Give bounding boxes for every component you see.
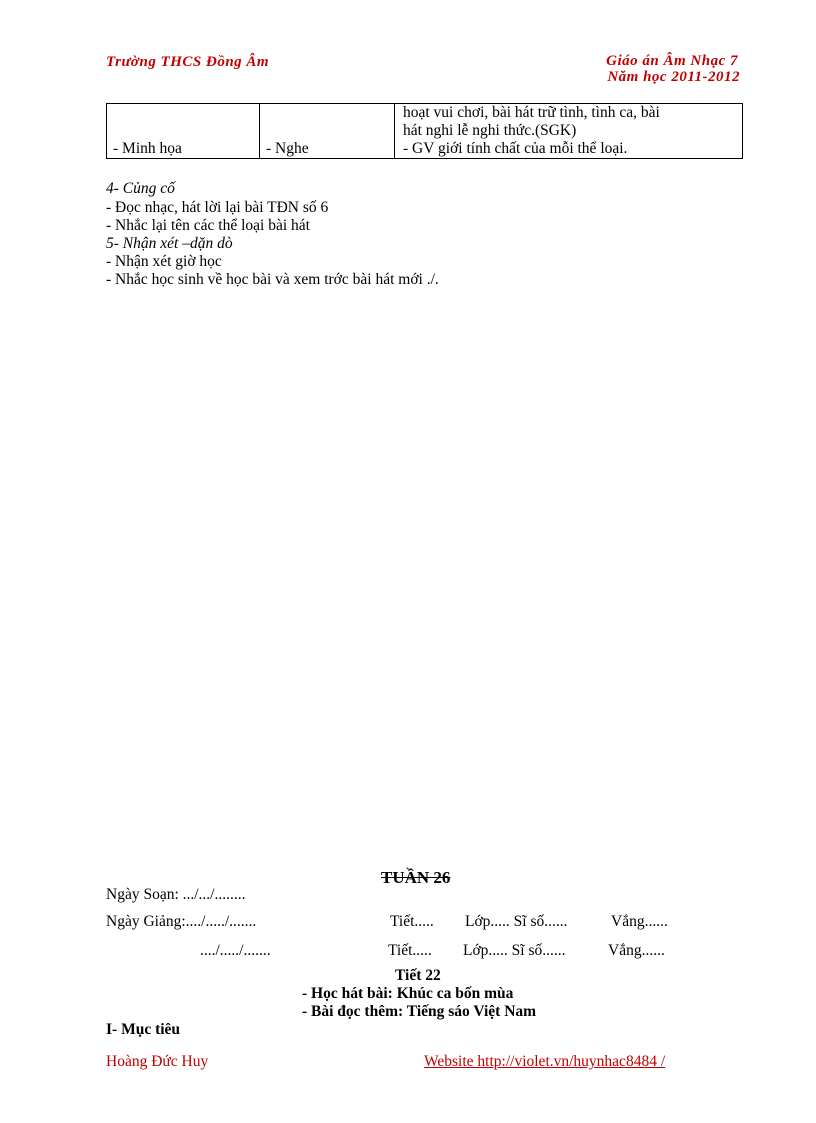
- school-name: Trường THCS Đồng Âm: [106, 54, 270, 70]
- lesson-table: [106, 103, 743, 159]
- table-cell-method: - Minh họa: [107, 104, 260, 159]
- ngay-giang-2: ..../...../.......: [200, 942, 271, 959]
- list-item: - Nhận xét giờ học: [106, 253, 222, 270]
- tiet-field: Tiết.....: [388, 942, 432, 959]
- ngay-soan: Ngày Soạn: .../.../........: [106, 886, 246, 903]
- tiet-field: Tiết.....: [390, 913, 434, 930]
- list-item: - Đọc nhạc, hát lời lại bài TĐN số 6: [106, 199, 329, 216]
- table-row: [107, 104, 743, 159]
- section4-title: 4- Củng cố: [106, 180, 175, 197]
- website-link[interactable]: Website http://violet.vn/huynhac8484 /: [424, 1053, 666, 1070]
- plan-title: Giáo án Âm Nhạc 7: [606, 53, 738, 69]
- table-cell-activity: - Nghe: [260, 104, 395, 159]
- week-title: TUẦN 26: [381, 868, 451, 887]
- lop-siso-field: Lớp..... Sĩ số......: [465, 913, 568, 930]
- vang-field: Vắng......: [611, 913, 668, 930]
- objective-heading: I- Mục tiêu: [106, 1021, 181, 1038]
- ngay-giang: Ngày Giảng:..../...../.......: [106, 913, 257, 930]
- period-title: Tiết 22: [395, 967, 441, 984]
- section5-title: 5- Nhận xét –dặn dò: [106, 235, 233, 252]
- content-line: hoạt vui chơi, bài hát trữ tình, tình ca, bài: [403, 104, 660, 121]
- lesson-title-1: - Học hát bài: Khúc ca bốn mùa: [302, 985, 514, 1002]
- lesson-title-2: - Bài đọc thêm: Tiếng sáo Việt Nam: [302, 1003, 537, 1020]
- vang-field: Vắng......: [608, 942, 665, 959]
- content-line: - GV giới tính chất của mỗi thể loại.: [403, 140, 628, 157]
- author-name: Hoàng Đức Huy: [106, 1053, 209, 1070]
- list-item: - Nhắc học sinh về học bài và xem trớc bài hát mới ./.: [106, 271, 439, 288]
- list-item: - Nhắc lại tên các thể loại bài hát: [106, 217, 310, 234]
- table-cell-content: [395, 104, 743, 159]
- content-line: hát nghi lễ nghi thức.(SGK): [403, 122, 577, 139]
- school-year: Năm học 2011-2012: [607, 69, 740, 85]
- lop-siso-field: Lớp..... Sĩ số......: [463, 942, 566, 959]
